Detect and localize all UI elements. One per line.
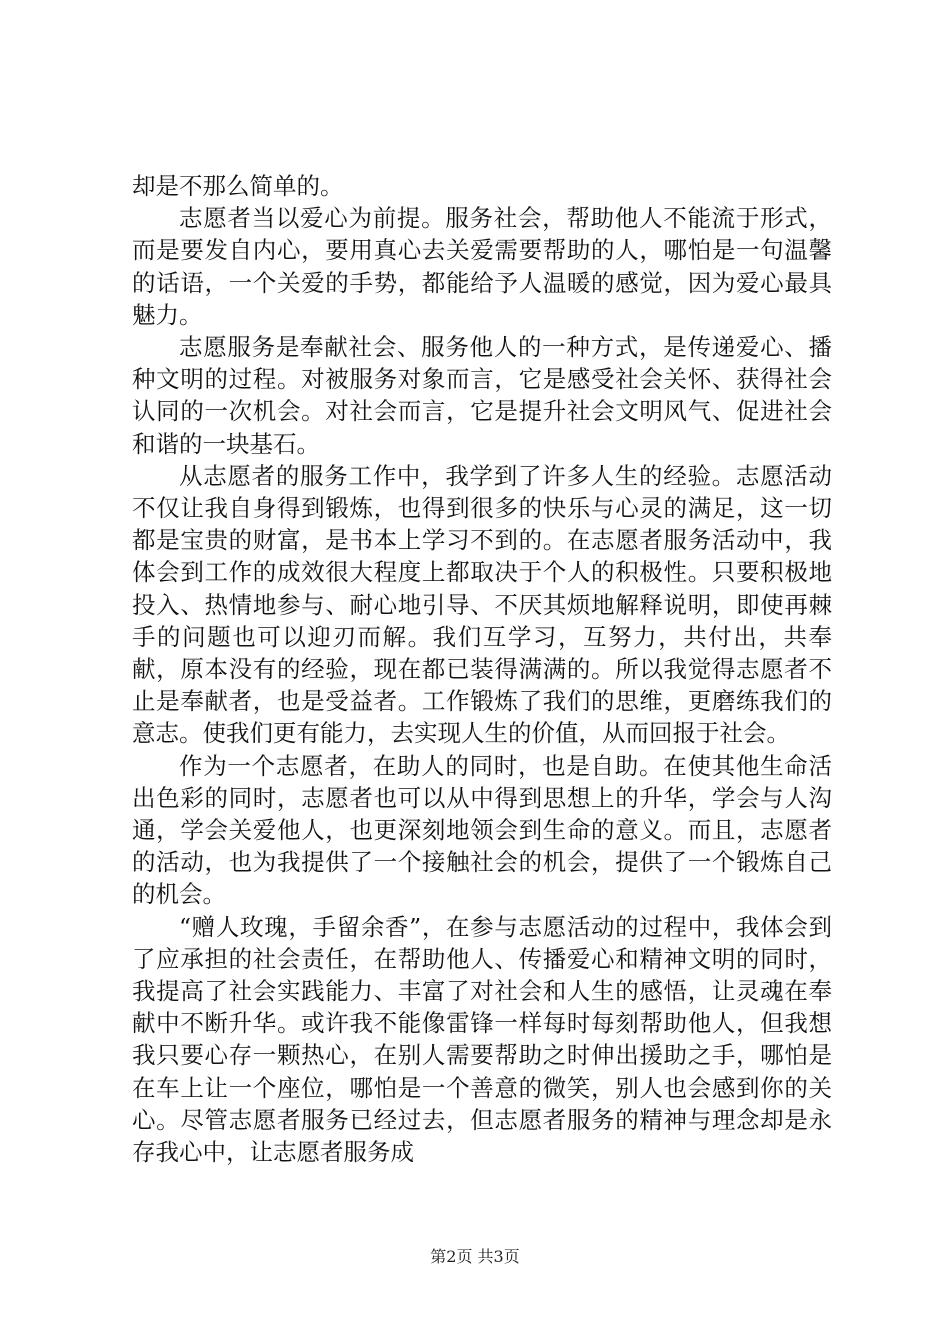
paragraph: 志愿服务是奉献社会、服务他人的一种方式，是传递爱心、播种文明的过程。对被服务对象而言，它是感受社会关怀、获得社会认同的一次机会。对社会而言，它是提升社会文明风气、促进社会和谐的一块基石。 (132, 333, 832, 458)
paragraph: 从志愿者的服务工作中，我学到了许多人生的经验。志愿活动不仅让我自身得到锻炼，也得到很多的快乐与心灵的满足，这一切都是宝贵的财富，是书本上学习不到的。在志愿者服务活动中，我体会到工作的成效很大程度上都取决于个人的积极性。只要积极地投入、热情地参与、耐心地引导、不厌其烦地解释说明，即使再棘手的问题也可以迎刃而解。我们互学习，互努力，共付出，共奉献，原本没有的经验，现在都已装得满满的。所以我觉得志愿者不止是奉献者，也是受益者。工作锻炼了我们的思维，更磨练我们的意志。使我们更有能力，去实现人生的价值，从而回报于社会。 (132, 461, 832, 748)
paragraph: 志愿者当以爱心为前提。服务社会，帮助他人不能流于形式，而是要发自内心，要用真心去关爱需要帮助的人，哪怕是一句温馨的话语，一个关爱的手势，都能给予人温暖的感觉，因为爱心最具魅力。 (132, 204, 832, 329)
document-body (132, 170, 832, 1168)
paragraph: 作为一个志愿者，在助人的同时，也是自助。在使其他生命活出色彩的同时，志愿者也可以从中得到思想上的升华，学会与人沟通，学会关爱他人，也更深刻地领会到生命的意义。而且，志愿者的活动，也为我提供了一个接触社会的机会，提供了一个锻炼自己的机会。 (132, 751, 832, 909)
page-number-footer: 第2页 共3页 (430, 1247, 520, 1266)
paragraph: “赠人玫瑰，手留余香”，在参与志愿活动的过程中，我体会到了应承担的社会责任，在帮助他人、传播爱心和精神文明的同时，我提高了社会实践能力、丰富了对社会和人生的感悟，让灵魂在奉献中不断升华。或许我不能像雷锋一样每时每刻帮助他人，但我想我只要心存一颗热心，在别人需要帮助之时伸出援助之手，哪怕是在车上让一个座位，哪怕是一个善意的微笑，别人也会感到你的关心。尽管志愿者服务已经过去，但志愿者服务的精神与理念却是永存我心中，让志愿者服务成 (132, 912, 832, 1167)
paragraph-continuation: 却是不那么简单的。 (132, 172, 344, 200)
